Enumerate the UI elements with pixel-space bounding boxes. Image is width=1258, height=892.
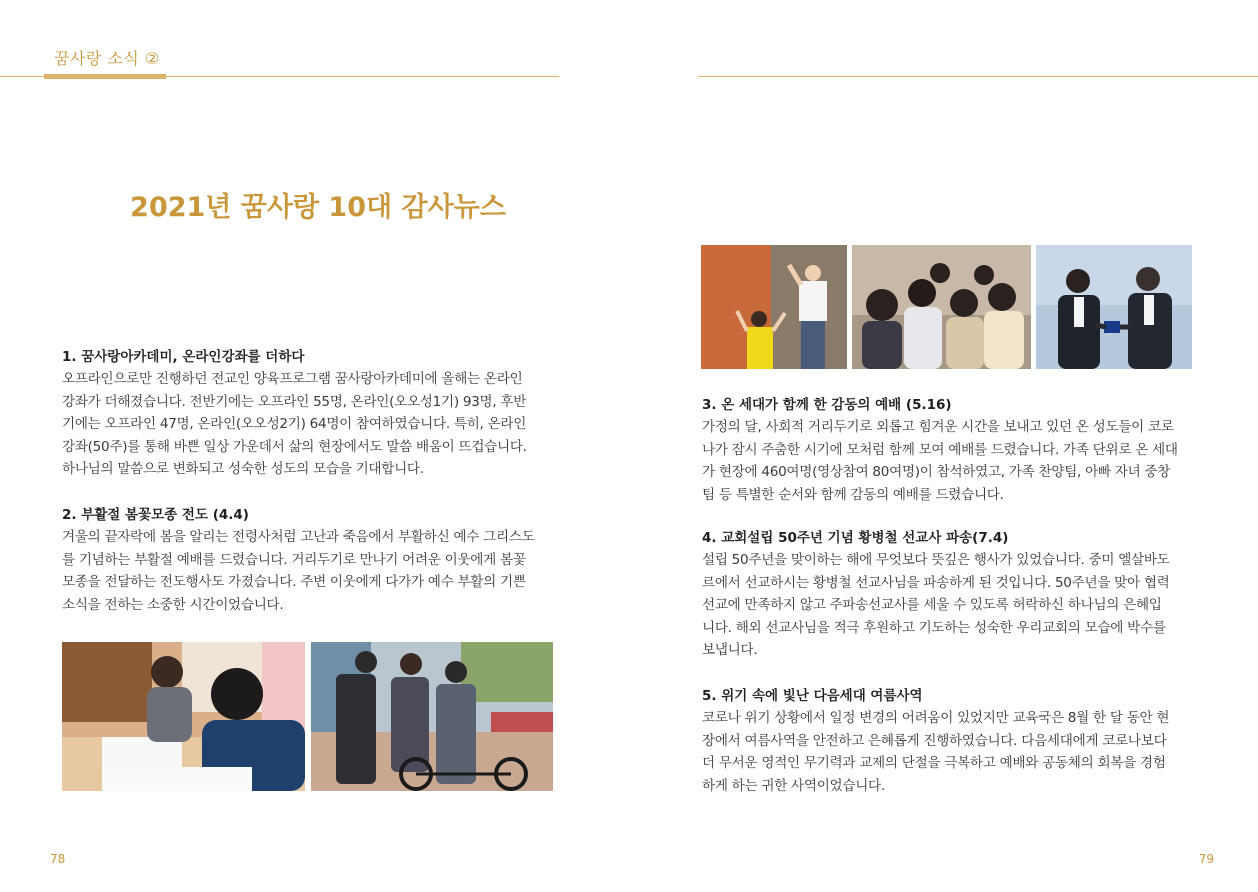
photo-family-worship (701, 245, 847, 369)
news-line: 가정의 달, 사회적 거리두기로 외롭고 힘겨운 시간을 보내고 있던 온 성도들이 코로 (702, 419, 1174, 435)
news-line: 설립 50주년을 맞이하는 해에 무엇보다 뜻깊은 행사가 있었습니다. 중미 엘살바도 (702, 552, 1170, 568)
news-line: 코로나 위기 상황에서 일정 변경의 어려움이 있었지만 교육국은 8월 한 달 동안 현 (702, 710, 1170, 726)
news-item-2 (62, 504, 558, 616)
news-line: 르에서 선교하시는 황병철 선교사님을 파송하게 된 것입니다. 50주년을 맞아 협력 (702, 574, 1170, 591)
news-item-heading: 1. 꿈사랑아카데미, 온라인강좌를 더하다 (62, 349, 305, 365)
news-item-heading: 2. 부활절 봄꽃모종 전도 (4.4) (62, 507, 249, 523)
news-line: 가 현장에 460여명(영상참여 80여명)이 참석하였고, 가족 찬양팀, 아빠 자녀 중창 (702, 464, 1171, 480)
header-divider-right (698, 76, 1258, 77)
news-line: 모종을 전달하는 전도행사도 가졌습니다. 주변 이웃에게 다가가 예수 부활의 기쁜 (62, 574, 526, 590)
news-line: 보냅니다. (702, 642, 758, 658)
news-item-heading: 4. 교회설립 50주년 기념 황병철 선교사 파송(7.4) (702, 530, 1009, 546)
photo-online-study (62, 642, 305, 791)
news-line: 니다. 해외 선교사님을 적극 후원하고 기도하는 성숙한 우리교회의 모습에 박수를 (702, 619, 1166, 636)
news-line: 기에는 오프라인 47명, 온라인(오오성2기) 64명이 참여하였습니다. 특히, 온라인 (62, 416, 527, 432)
page-number-left: 78 (50, 852, 66, 866)
news-line: 더 무서운 영적인 무기력과 교제의 단절을 극복하고 예배와 공동체의 회복을 경험 (702, 755, 1166, 771)
news-item-3 (702, 394, 1198, 506)
photo-easter-outreach (311, 642, 553, 791)
news-item-heading: 3. 온 세대가 함께 한 감동의 예배 (5.16) (702, 397, 952, 413)
news-item-1 (62, 346, 558, 481)
news-line: 장에서 여름사역을 안전하고 은혜롭게 진행하였습니다. 다음세대에게 코로나보다 (702, 732, 1167, 749)
news-item-4 (702, 527, 1198, 662)
photo-missionary-commissioning (1036, 245, 1192, 369)
news-line: 소식을 전하는 소중한 시간이었습니다. (62, 596, 284, 613)
news-line: 하게 하는 귀한 사역이었습니다. (702, 777, 885, 794)
news-line: 선교에 만족하지 않고 주파송선교사를 세울 수 있도록 허락하신 하나님의 은혜입 (702, 597, 1162, 613)
page-number-right: 79 (1198, 852, 1214, 866)
news-item-heading: 5. 위기 속에 빛난 다음세대 여름사역 (702, 688, 923, 704)
news-item-5 (702, 685, 1198, 797)
section-label: 꿈사랑 소식 ② (54, 49, 160, 68)
photo-group-prayer (852, 245, 1031, 369)
news-line: 하나님의 말씀으로 변화되고 성숙한 성도의 모습을 기대합니다. (62, 461, 424, 477)
news-line: 강좌(50주)를 통해 바쁜 일상 가운데서 삶의 현장에서도 말씀 배움이 뜨겁습니다. (62, 438, 527, 455)
news-line: 겨울의 끝자락에 봄을 알리는 전령사처럼 고난과 죽음에서 부활하신 예수 그리스도 (62, 529, 535, 545)
news-line: 팀 등 특별한 순서와 함께 감동의 예배를 드렸습니다. (702, 486, 1004, 503)
news-line: 오프라인으로만 진행하던 전교인 양육프로그램 꿈사랑아카데미에 올해는 온라인 (62, 371, 523, 387)
header-tab-accent (44, 74, 166, 79)
news-line: 강좌가 더해졌습니다. 전반기에는 오프라인 55명, 온라인(오오성1기) 93명, 후반 (62, 393, 527, 410)
news-line: 나가 잠시 주춤한 시기에 모처럼 함께 모여 예배를 드렸습니다. 가족 단위로 온 세대 (702, 441, 1178, 458)
news-line: 를 기념하는 부활절 예배를 드렸습니다. 거리두기로 만나기 어려운 이웃에게 봄꽃 (62, 551, 526, 568)
page-title: 2021년 꿈사랑 10대 감사뉴스 (130, 192, 506, 223)
